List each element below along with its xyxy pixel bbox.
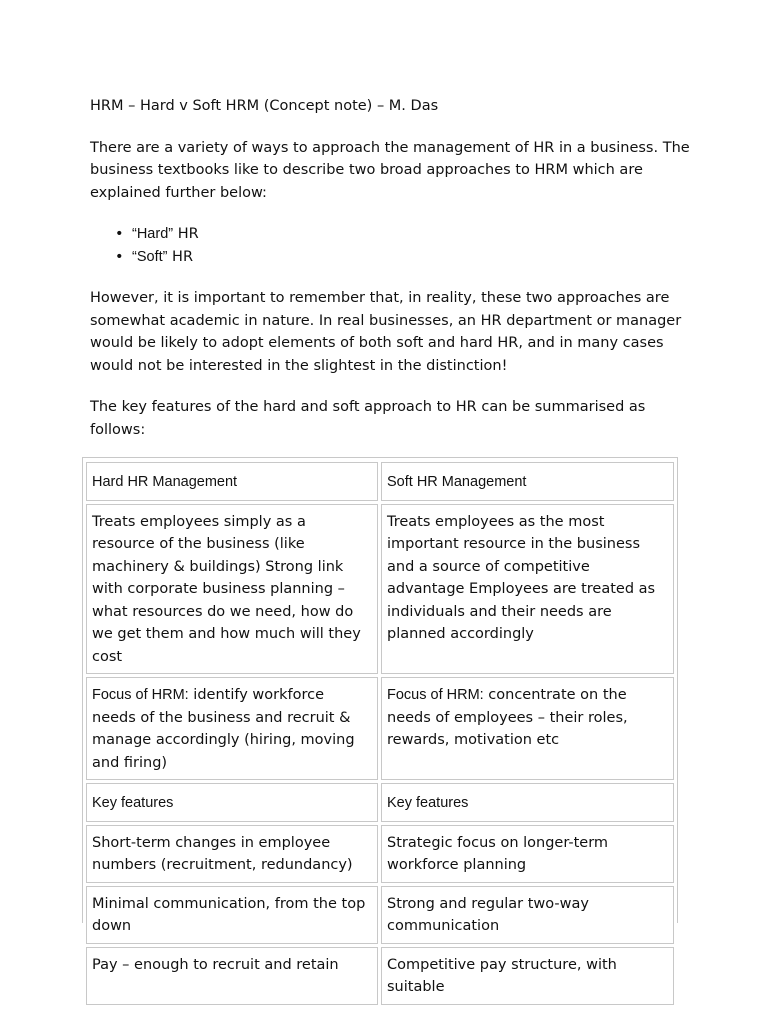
table-cell: Treats employees simply as a resource of the business (like machinery & buildings) Strong link with corporate business planning – what resources do we need, how do we get them and how much will they cost [86, 504, 378, 675]
document-title: HRM – Hard v Soft HRM (Concept note) – M. Das [90, 98, 439, 114]
header-hard: Hard HR Management [86, 462, 378, 501]
table-row [86, 947, 674, 1005]
intro-paragraph: There are a variety of ways to approach the management of HR in a business. The business textbooks like to describe two broad approaches to HRM which are explained further below: [90, 139, 690, 201]
focus-text: concentrate on the needs of employees – their roles, rewards, motivation etc [387, 687, 628, 748]
focus-label: Focus of HRM: [92, 687, 189, 703]
key-features-soft: Key features [381, 783, 674, 822]
table-cell: Strong and regular two-way communication [381, 886, 674, 944]
comparison-table-frame [82, 457, 678, 995]
table-cell [381, 677, 674, 780]
table-row [86, 825, 674, 883]
table-header-row [86, 462, 674, 501]
table-cell: Minimal communication, from the top down [86, 886, 378, 944]
list-item-quoted: “Soft” [132, 248, 168, 265]
key-features-hard: Key features [86, 783, 378, 822]
focus-text: identify workforce needs of the business and recruit & manage accordingly (hiring, moving and firing) [92, 687, 355, 771]
table-cell: Pay – enough to recruit and retain [86, 947, 378, 1005]
summary-paragraph: The key features of the hard and soft approach to HR can be summarised as follows: [90, 399, 646, 438]
table-cell: Competitive pay structure, with suitable [381, 947, 674, 1005]
list-item-hard [90, 223, 690, 246]
focus-label: Focus of HRM: [387, 687, 484, 703]
table-cell: Strategic focus on longer-term workforce planning [381, 825, 674, 883]
table-row [86, 677, 674, 780]
header-soft: Soft HR Management [381, 462, 674, 501]
table-cell [86, 677, 378, 780]
comparison-table [83, 459, 677, 1008]
table-row [86, 886, 674, 944]
table-row [86, 504, 674, 675]
bullet-icon: • [115, 226, 124, 242]
table-subheader-row [86, 783, 674, 822]
list-item-soft [90, 246, 690, 269]
list-item-label: HR [167, 248, 194, 265]
approach-list [90, 223, 690, 268]
list-item-label: HR [173, 226, 199, 242]
document-body [90, 95, 690, 460]
list-item-quoted: “Hard” [132, 226, 174, 242]
table-cell: Treats employees as the most important resource in the business and a source of competitive advantage Employees are treated as individuals and their needs are planned accordingly [381, 504, 674, 675]
table-cell: Short-term changes in employee numbers (recruitment, redundancy) [86, 825, 378, 883]
bullet-icon: • [115, 248, 124, 265]
reality-paragraph: However, it is important to remember that, in reality, these two approaches are somewhat academic in nature. In real businesses, an HR department or manager would be likely to adopt elements of both soft and hard HR, and in many cases would not be interested in the slightest in the distinction! [90, 290, 682, 374]
